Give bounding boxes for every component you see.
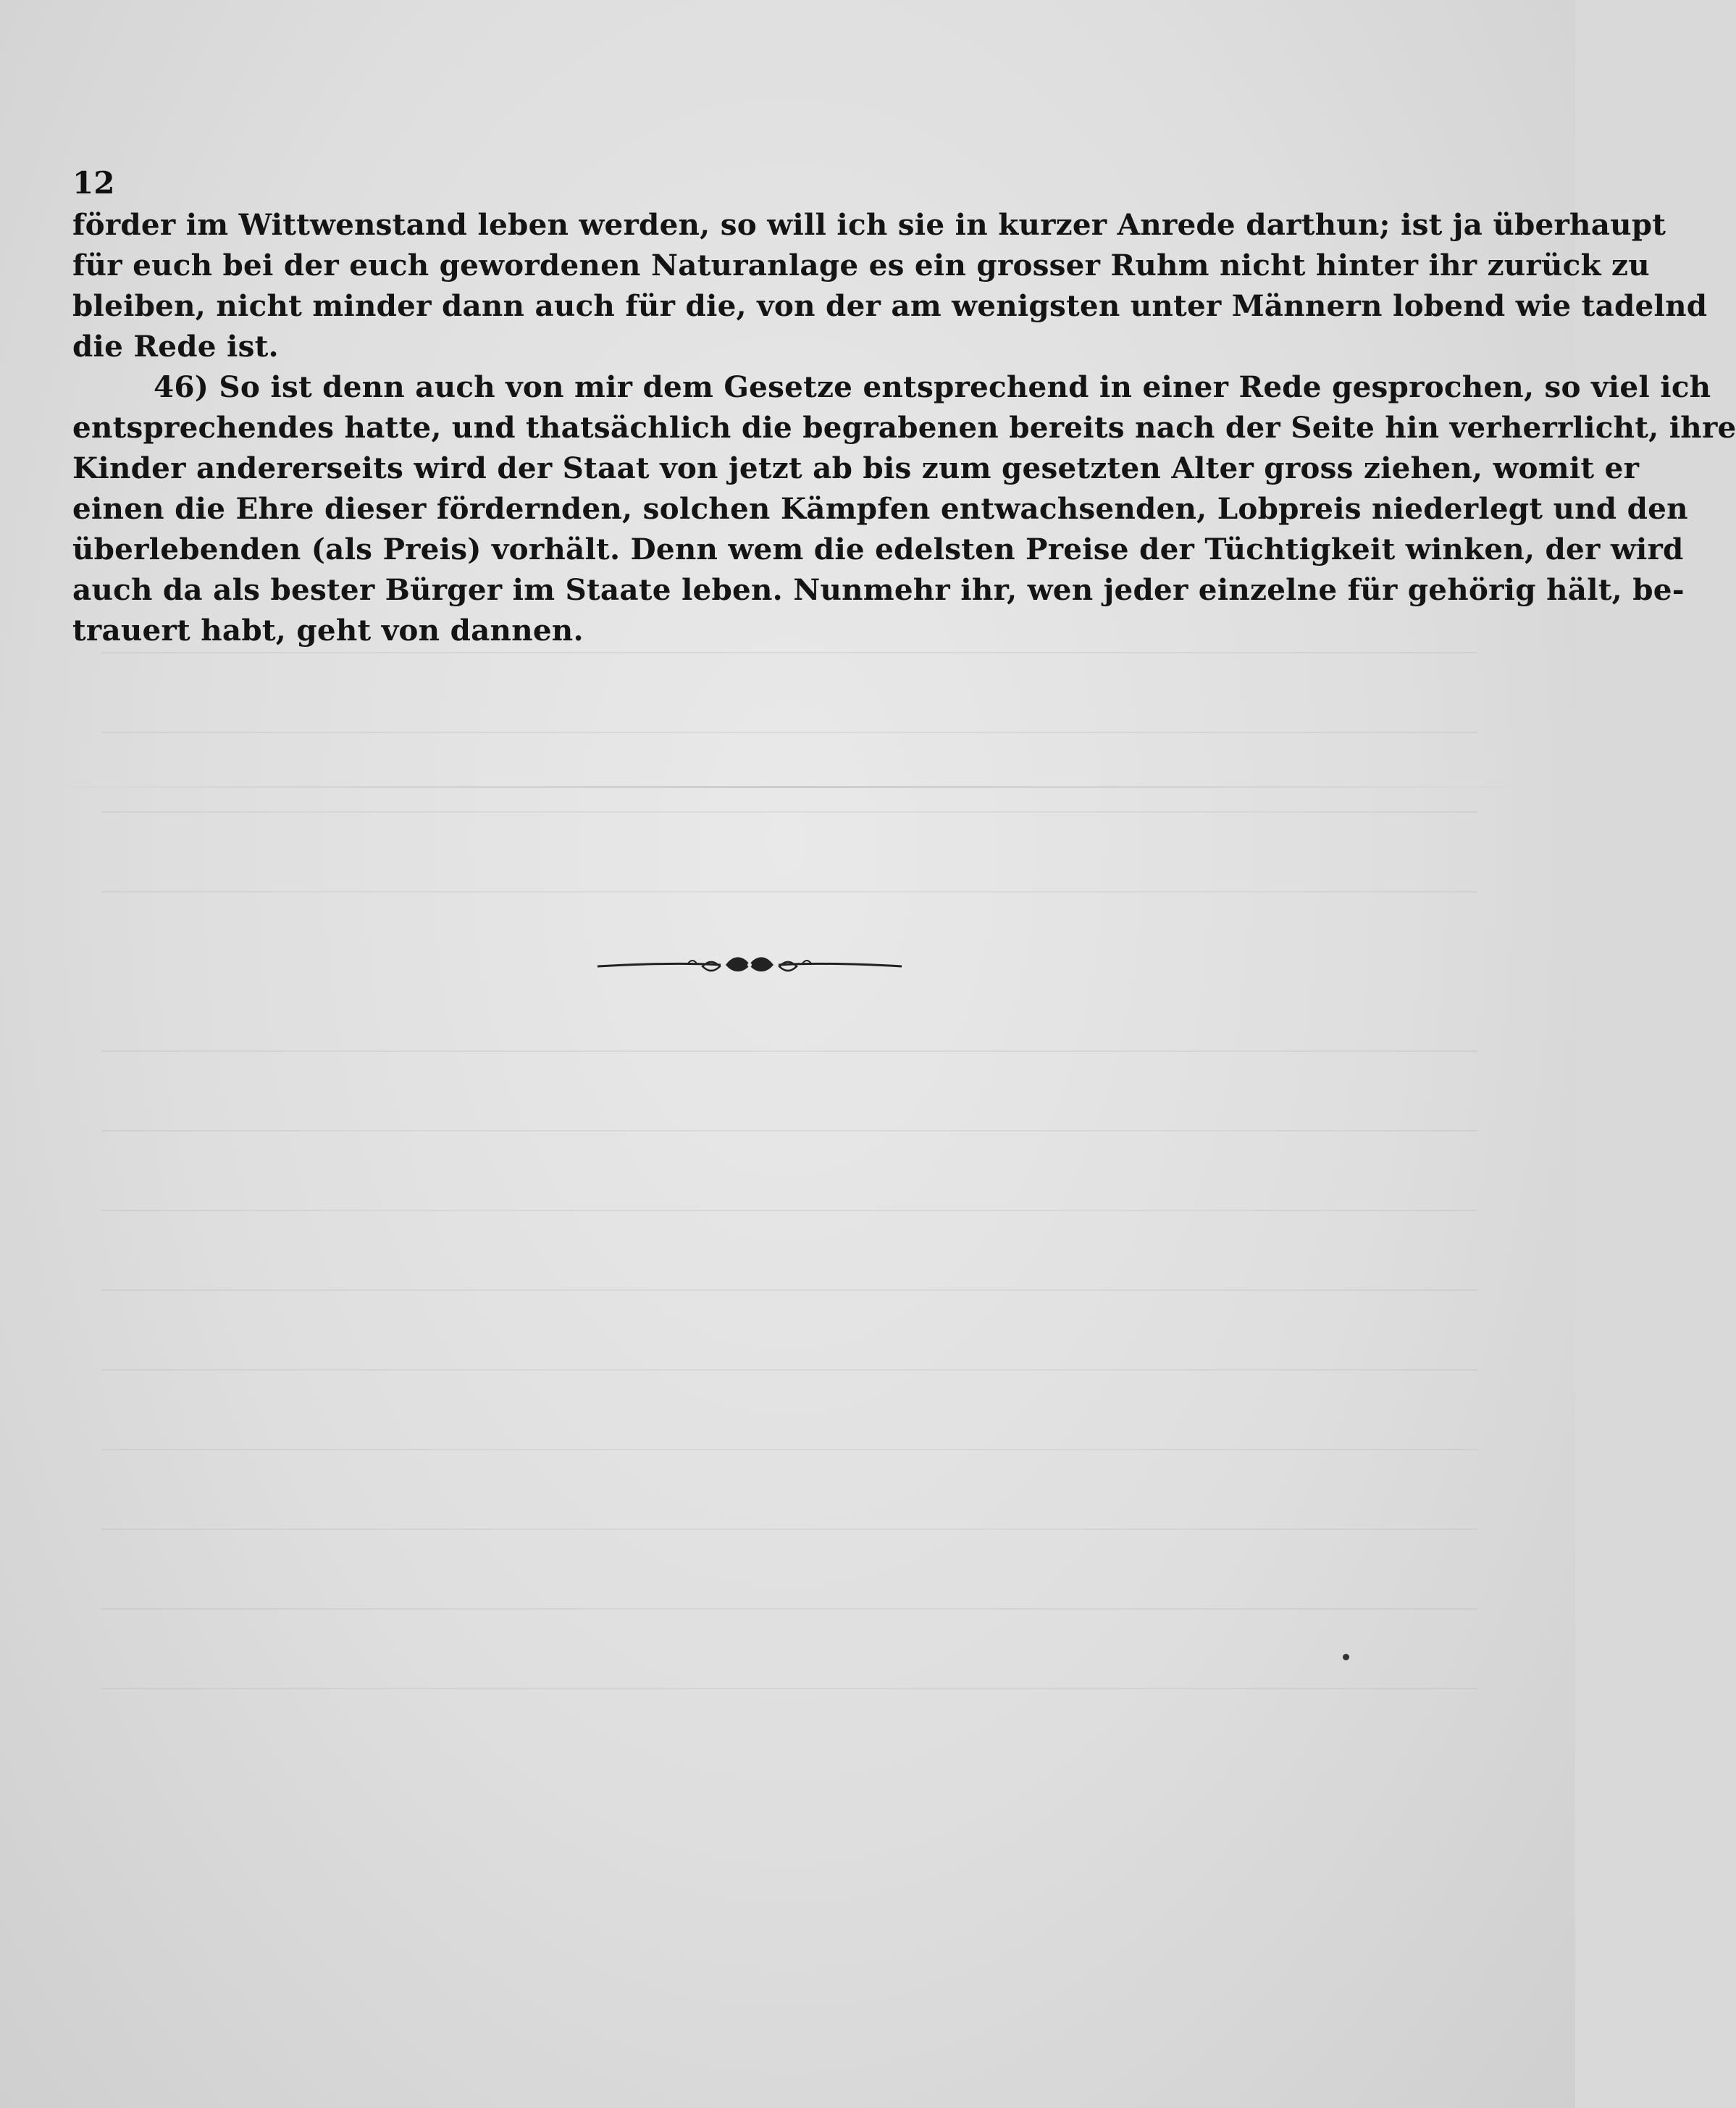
bleed-through-line <box>101 811 1477 813</box>
bleed-through-line <box>101 1369 1477 1371</box>
text-line: förder im Wittwenstand leben werden, so will ich sie in kurzer Anrede darthun; ist ja überhaupt <box>72 207 1666 242</box>
bleed-through-line <box>101 1688 1477 1689</box>
text-line: einen die Ehre dieser fördernden, solchen Kämpfen entwachsenden, Lobpreis niederlegt und den <box>72 491 1688 526</box>
scroll-ornament-icon <box>594 950 905 978</box>
text-line: Kinder andererseits wird der Staat von jetzt ab bis zum gesetzten Alter gross ziehen, womit er <box>72 451 1640 485</box>
text-line: trauert habt, geht von dannen. <box>72 613 584 648</box>
text-line: die Rede ist. <box>72 329 279 364</box>
paragraph-start-line: 46) So ist denn auch von mir dem Gesetze entsprechend in einer Rede gesprochen, so viel ich <box>154 369 1711 404</box>
paper-fold-mark <box>0 786 1575 788</box>
bleed-through-line <box>101 1528 1477 1530</box>
ink-speck <box>1343 1654 1349 1660</box>
bleed-through-line <box>101 1608 1477 1610</box>
bleed-through-line <box>101 1449 1477 1450</box>
bleed-through-line <box>101 1289 1477 1291</box>
text-line: überlebenden (als Preis) vorhält. Denn wem die edelsten Preise der Tüchtigkeit winken, der wird <box>72 532 1684 566</box>
text-line: für euch bei der euch gewordenen Naturanlage es ein grosser Ruhm nicht hinter ihr zurück zu <box>72 248 1650 283</box>
bleed-through-line <box>101 652 1477 653</box>
bleed-through-line <box>101 732 1477 733</box>
text-line: bleiben, nicht minder dann auch für die, von der am wenigsten unter Männern lobend wie tadelnd <box>72 288 1708 323</box>
text-line: entsprechendes hatte, und thatsächlich die begrabenen bereits nach der Seite hin verherrlicht, ihre <box>72 410 1736 445</box>
bleed-through-line <box>101 1130 1477 1132</box>
page-number: 12 <box>72 165 115 201</box>
bleed-through-line <box>101 891 1477 892</box>
body-text <box>72 204 1736 651</box>
text-line: auch da als bester Bürger im Staate leben. Nunmehr ihr, wen jeder einzelne für gehörig hält, be- <box>72 572 1685 607</box>
bleed-through-line <box>101 1210 1477 1211</box>
bleed-through-line <box>101 1050 1477 1052</box>
